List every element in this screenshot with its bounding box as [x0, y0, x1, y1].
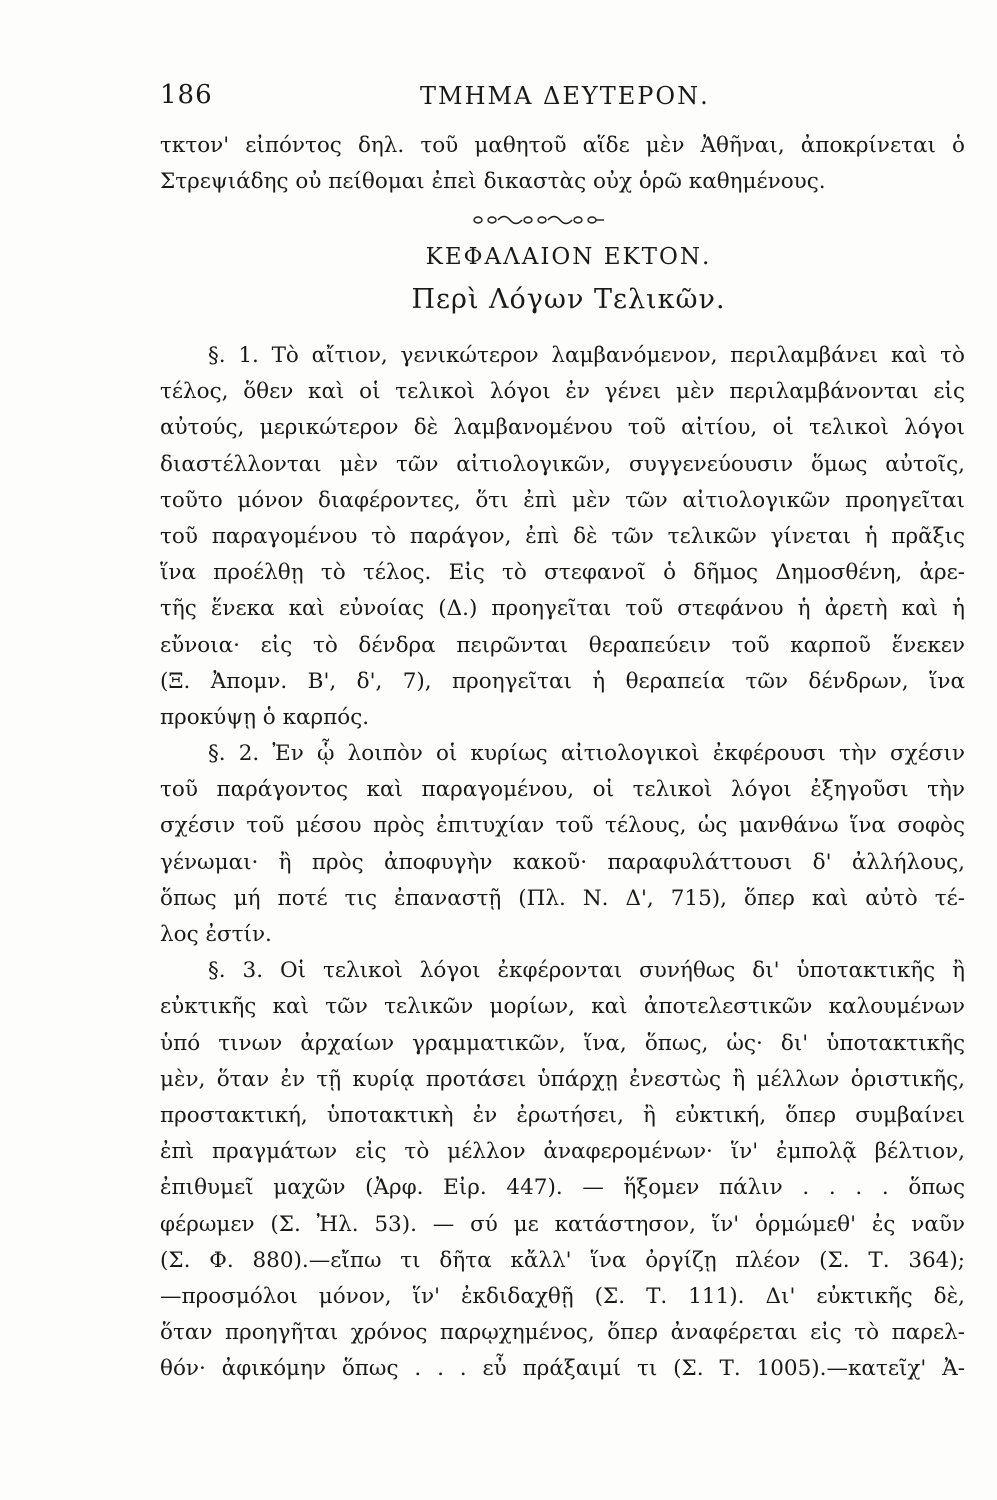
paragraph-1-line: ἵνα προέλθῃ τὸ τέλος. Εἰς τὸ στεφανοῖ ὁ δῆμος Δημοσθένη, ἀρε- [160, 560, 965, 586]
chapter-title: ΚΕΦΑΛΑΙΟΝ ΕΚΤΟΝ. [425, 244, 712, 270]
paragraph-1-line: τῆς ἕνεκα καὶ εὐνοίας (Δ.) προηγεῖται τοῦ στεφάνου ἡ ἀρετὴ καὶ ἡ [160, 596, 965, 622]
running-head: ΤΜΗΜΑ ΔΕΥΤΕΡΟΝ. [420, 82, 710, 110]
paragraph-3-line: ὅταν προηγῆται χρόνος παρῳχημένος, ὅπερ ἀναφέρεται εἰς τὸ παρελ- [160, 1320, 965, 1346]
paragraph-3-line: φέρωμεν (Σ. Ἠλ. 53). — σύ με κατάστησον, ἵν' ὁρμώμεθ' ἐς ναῦν [160, 1211, 965, 1237]
paragraph-3-line: ὑπό τινων ἀρχαίων γραμματικῶν, ἵνα, ὅπως, ὡς· δι' ὑποτακτικῆς [160, 1030, 965, 1056]
paragraph-3-line: προστακτική, ὑποτακτικὴ ἐν ἐρωτήσει, ἢ εὐκτική, ὅπερ συμβαίνει [160, 1102, 965, 1128]
text-line: τκτον' εἰπόντος δηλ. τοῦ μαθητοῦ αἵδε μὲν Ἀθῆναι, ἀποκρίνεται ὁ [160, 133, 965, 158]
paragraph-1-line: §. 1. Τὸ αἴτιον, γενικώτερον λαμβανόμενον, περιλαμβάνει καὶ τὸ [208, 343, 965, 368]
paragraph-1-line: διαστέλλονται μὲν τῶν αἰτιολογικῶν, συγγενεύουσιν ὅμως αὐτοῖς, [160, 451, 965, 477]
paragraph-1-line: τέλος, ὅθεν καὶ οἱ τελικοὶ λόγοι ἐν γένει μὲν περιλαμβάνονται εἰς [160, 379, 965, 405]
paragraph-3-line: θόν· ἀφικόμην ὅπως . . . εὖ πράξαιμί τι (Σ. Τ. 1005).—κατεῖχ' Ἀ- [160, 1356, 965, 1382]
paragraph-3-line: μὲν, ὅταν ἐν τῇ κυρίᾳ προτάσει ὑπάρχῃ ἐνεστὼς ἢ μέλλων ὁριστικῆς, [160, 1066, 965, 1092]
paragraph-1-line: τοῦ παραγομένου τὸ παράγον, ἐπὶ δὲ τῶν τελικῶν γίνεται ἡ πρᾶξις [160, 523, 965, 549]
paragraph-2-line: γένωμαι· ἢ πρὸς ἀποφυγὴν κακοῦ· παραφυλάττουσι δ' ἀλλήλους, [160, 849, 965, 875]
paragraph-2-line: §. 2. Ἐν ᾧ λοιπὸν οἱ κυρίως αἰτιολογικοὶ ἐκφέρουσι τὴν σχέσιν [208, 741, 965, 767]
ornament-divider-icon [470, 208, 610, 232]
chapter-subtitle: Περὶ Λόγων Τελικῶν. [411, 284, 726, 315]
paragraph-2-line: λος ἐστίν. [160, 922, 272, 947]
page-header [160, 80, 965, 116]
paragraph-1-line: (Ξ. Ἀπομν. Β', δ', 7), προηγεῖται ἡ θεραπεία τῶν δένδρων, ἵνα [160, 668, 965, 694]
paragraph-3-line: εὐκτικῆς καὶ τῶν τελικῶν μορίων, καὶ ἀποτελεστικῶν καλουμένων [160, 994, 965, 1020]
page-number: 186 [160, 80, 213, 110]
paragraph-2-line: σχέσιν τοῦ μέσου πρὸς ἐπιτυχίαν τοῦ τέλους, ὡς μανθάνω ἵνα σοφὸς [160, 813, 965, 839]
paragraph-3-line: ἐπὶ πραγμάτων εἰς τὸ μέλλον ἀναφερομένων· ἵν' ἐμπολᾷ βέλτιον, [160, 1139, 965, 1165]
paragraph-3-line: —προσμόλοι μόνον, ἵν' ἐκδιδαχθῇ (Σ. Τ. 111). Δι' εὐκτικῆς δὲ, [160, 1283, 965, 1309]
paragraph-3-line: §. 3. Οἱ τελικοὶ λόγοι ἐκφέρονται συνήθως δι' ὑποτακτικῆς ἢ [208, 958, 965, 984]
paragraph-2-line: τοῦ παράγοντος καὶ παραγομένου, οἱ τελικοὶ λόγοι ἐξηγοῦσι τὴν [160, 777, 965, 803]
paragraph-2-line: ὅπως μή ποτέ τις ἐπαναστῇ (Πλ. Ν. Δ', 715), ὅπερ καὶ αὐτὸ τέ- [160, 885, 965, 911]
chapter-body [160, 338, 965, 1387]
paragraph-3-line: ἐπιθυμεῖ μαχῶν (Ἀρφ. Εἰρ. 447). — ἥξομεν πάλιν . . . . ὅπως [160, 1175, 965, 1201]
text-line: Στρεψιάδης οὐ πείθομαι ἐπεὶ δικαστὰς οὐχ ὁρῶ καθημένους. [160, 169, 826, 195]
continued-paragraph [160, 128, 965, 200]
paragraph-1-line: αὐτούς, μερικώτερον δὲ λαμβανομένου τοῦ αἰτίου, οἱ τελικοὶ λόγοι [160, 415, 965, 441]
paragraph-1-line: εὔνοια· εἰς τὸ δένδρα πειρῶνται θεραπεύειν τοῦ καρποῦ ἕνεκεν [160, 632, 965, 658]
paragraph-3-line: (Σ. Φ. 880).—εἴπω τι δῆτα κἄλλ' ἵνα ὀργίζῃ πλέον (Σ. Τ. 364); [160, 1247, 965, 1273]
paragraph-1-line: προκύψῃ ὁ καρπός. [160, 704, 370, 730]
paragraph-1-line: τοῦτο μόνον διαφέροντες, ὅτι ἐπὶ μὲν τῶν αἰτιολογικῶν προηγεῖται [160, 487, 965, 513]
